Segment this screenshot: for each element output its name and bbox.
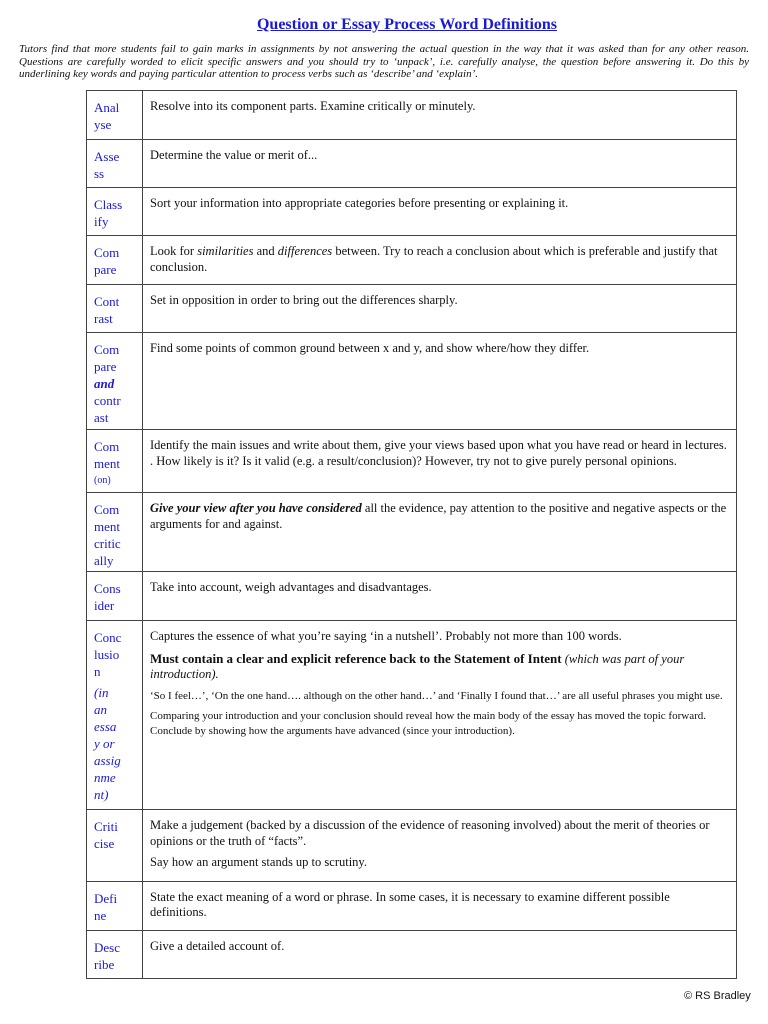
copyright-footer: © RS Bradley xyxy=(684,990,751,1002)
term-cell: Com ment critic ally xyxy=(87,493,143,572)
table-row xyxy=(87,285,737,333)
term-cell: Asse ss xyxy=(87,140,143,188)
term-cell: Criti cise xyxy=(87,810,143,882)
definition-cell: Identify the main issues and write about them, give your views based upon what you have read or heard in lectures. . How likely is it? Is it valid (e.g. a result/conclusion)? However, try not to give purely personal opinions. xyxy=(143,430,737,493)
table-row xyxy=(87,881,737,930)
definition-cell: Resolve into its component parts. Examine critically or minutely. xyxy=(143,91,737,140)
term-cell: Defi ne xyxy=(87,881,143,930)
table-row xyxy=(87,140,737,188)
term-cell: Com ment (on) xyxy=(87,430,143,493)
definition-cell: Set in opposition in order to bring out the differences sharply. xyxy=(143,285,737,333)
term-cell: Anal yse xyxy=(87,91,143,140)
term-cell: Class ify xyxy=(87,188,143,236)
table-row xyxy=(87,493,737,572)
definition-cell: Give a detailed account of. xyxy=(143,930,737,978)
definition-cell: Sort your information into appropriate categories before presenting or explaining it. xyxy=(143,188,737,236)
term-cell: Cont rast xyxy=(87,285,143,333)
definition-cell: Look for similarities and differences between. Try to reach a conclusion about which is preferable and justify that conclusion. xyxy=(143,236,737,285)
term-cell: Conc lusio n (in an essa y or assig nme nt) xyxy=(87,621,143,810)
page-title: Question or Essay Process Word Definitions xyxy=(256,16,558,33)
term-cell: Com pare and contr ast xyxy=(87,333,143,430)
table-row xyxy=(87,333,737,430)
definition-cell: Give your view after you have considered all the evidence, pay attention to the positive and negative aspects or the arguments for and against. xyxy=(143,493,737,572)
definition-cell: Determine the value or merit of... xyxy=(143,140,737,188)
definition-cell: Take into account, weigh advantages and disadvantages. xyxy=(143,572,737,621)
table-row xyxy=(87,236,737,285)
definitions-table xyxy=(86,90,737,979)
term-cell: Cons ider xyxy=(87,572,143,621)
table-row xyxy=(87,430,737,493)
definition-cell: Captures the essence of what you’re saying ‘in a nutshell’. Probably not more than 100 words. Must contain a clear and explicit reference back to the Statement of Intent (which was part of your introduction). ‘So I feel…’, ‘On the one hand…. although on the other hand…’ and ‘Finally I found that…’ are all useful phrases you might use. Comparing your introduction and your conclusion should reveal how the main body of the essay has moved the topic forward. Conclude by showing how the arguments have advanced (since your introduction). xyxy=(143,621,737,810)
table-row xyxy=(87,188,737,236)
definition-cell: State the exact meaning of a word or phrase. In some cases, it is necessary to examine different possible definitions. xyxy=(143,881,737,930)
table-row xyxy=(87,810,737,882)
table-row xyxy=(87,621,737,810)
table-row xyxy=(87,572,737,621)
term-cell: Desc ribe xyxy=(87,930,143,978)
term-cell: Com pare xyxy=(87,236,143,285)
intro-paragraph: Tutors find that more students fail to gain marks in assignments by not answering the actual question in the way that it was asked than for any other reason. Questions are carefully worded to elicit specific answers and you should try to ‘unpack’, i.e. carefully analyse, the question before answering it. Do this by underlining key words and paying particular attention to process verbs such as ‘describe’ and ‘explain’. xyxy=(19,43,749,81)
definition-cell: Make a judgement (backed by a discussion of the evidence of reasoning involved) about the merit of theories or opinions or the truth of “facts”. Say how an argument stands up to scrutiny. xyxy=(143,810,737,882)
definition-cell: Find some points of common ground between x and y, and show where/how they differ. xyxy=(143,333,737,430)
table-row xyxy=(87,91,737,140)
table-row xyxy=(87,930,737,978)
